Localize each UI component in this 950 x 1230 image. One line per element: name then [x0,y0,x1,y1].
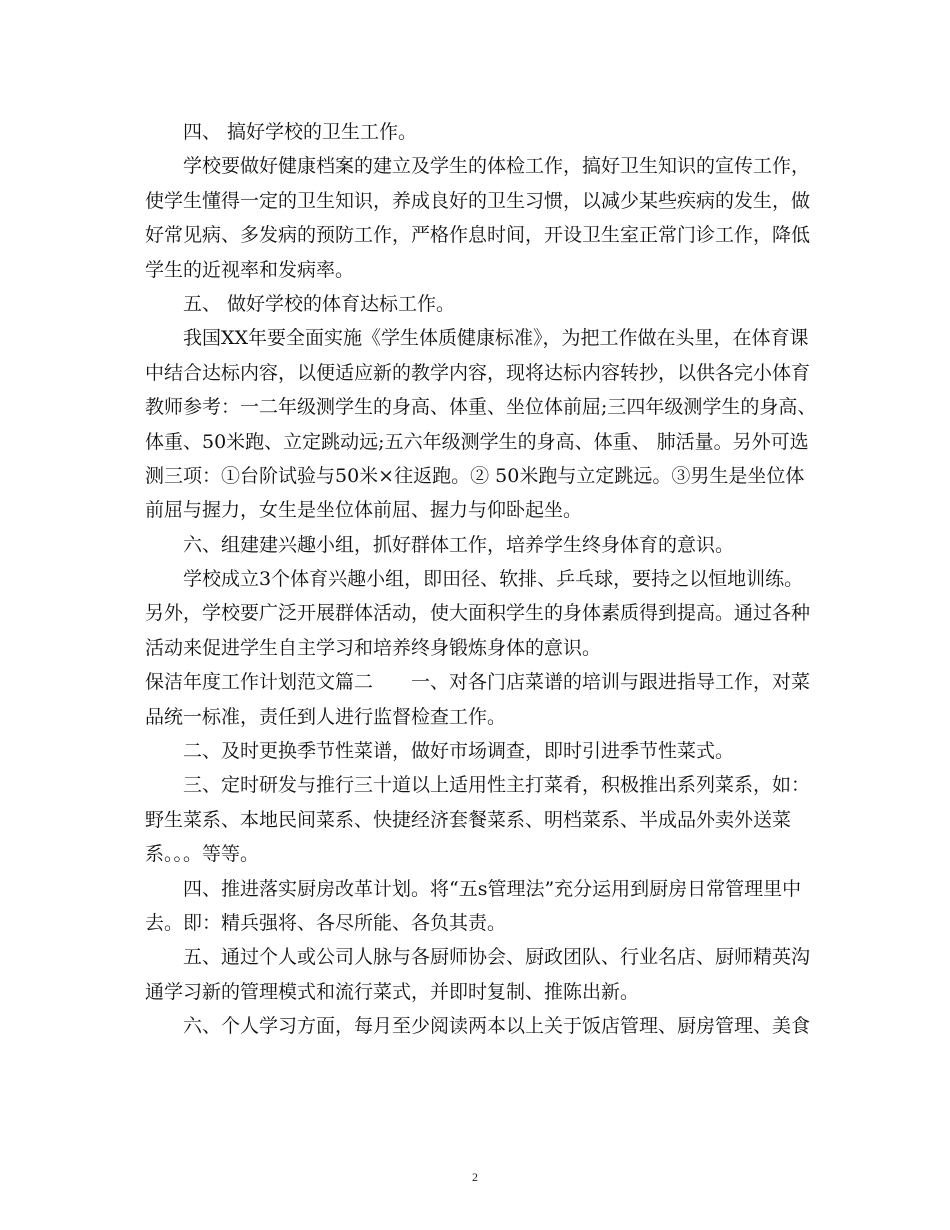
text-line: 体重、50米跑、立定跳动远;五六年级测学生的身高、体重、 肺活量。另外可选 [145,430,809,453]
document-body [145,115,817,1044]
text-line: 五、通过个人或公司人脉与各厨师协会、厨政团队、行业名店、厨师精英沟 [183,946,811,969]
text-line: 四、 搞好学校的卫生工作。 [183,121,418,143]
text-line: 六、组建建兴趣小组，抓好群体工作，培养学生终身体育的意识。 [183,533,735,556]
text-line: 前屈与握力，女生是坐位体前屈、握力与仰卧起坐。 [145,499,583,522]
text-line: 使学生懂得一定的卫生知识，养成良好的卫生习惯，以减少某些疾病的发生，做 [145,189,811,212]
text-line: 活动来促进学生自主学习和培养终身锻炼身体的意识。 [145,636,602,659]
text-line: 六、个人学习方面，每月至少阅读两本以上关于饭店管理、厨房管理、美食 [183,1015,811,1038]
text-line: 通学习新的管理模式和流行菜式，并即时复制、推陈出新。 [145,980,640,1003]
text-line: 二、及时更换季节性菜谱，做好市场调查，即时引进季节性菜式。 [183,740,735,763]
text-line: 五、 做好学校的体育达标工作。 [183,292,456,315]
text-line: 四、推进落实厨房改革计划。将“五s管理法”充分运用到厨房日常管理里中 [183,877,802,900]
text-line: 中结合达标内容，以便适应新的教学内容，现将达标内容转抄，以供各完小体育 [145,361,811,384]
page-number: 2 [472,1170,478,1184]
text-line: 三、定时研发与推行三十道以上适用性主打菜肴，积极推出系列菜系，如： [183,774,811,797]
text-line: 好常见病、多发病的预防工作，严格作息时间，开设卫生室正常门诊工作，降低 [145,224,811,247]
text-line: 去。即：精兵强将、各尽所能、各负其责。 [145,911,507,934]
text-line: 教师参考：一二年级测学生的身高、体重、坐位体前屈;三四年级测学生的身高、 [145,396,817,419]
text-line: 我国XX年要全面实施《学生体质健康标准》，为把工作做在头里，在体育课 [183,327,809,350]
text-line: 学校成立3个体育兴趣小组，即田径、软排、乒乓球，要持之以恒地训练。 [183,568,804,591]
text-line: 测三项：①台阶试验与50米×往返跑。② 50米跑与立定跳远。③男生是坐位体 [145,464,805,487]
text-line: 学生的近视率和发病率。 [145,258,355,281]
text-line: 保洁年度工作计划范文篇二 一、对各门店菜谱的培训与跟进指导工作，对菜 [145,671,811,694]
text-line: 品统一标准，责任到人进行监督检查工作。 [145,705,507,728]
text-line: 另外，学校要广泛开展群体活动，使大面积学生的身体素质得到提高。通过各种 [145,602,811,625]
text-line: 学校要做好健康档案的建立及学生的体检工作，搞好卫生知识的宣传工作， [183,155,811,178]
text-line: 野生菜系、本地民间菜系、快捷经济套餐菜系、明档菜系、半成品外卖外送菜 [145,808,792,831]
text-line: 系。。。等等。 [145,843,260,866]
